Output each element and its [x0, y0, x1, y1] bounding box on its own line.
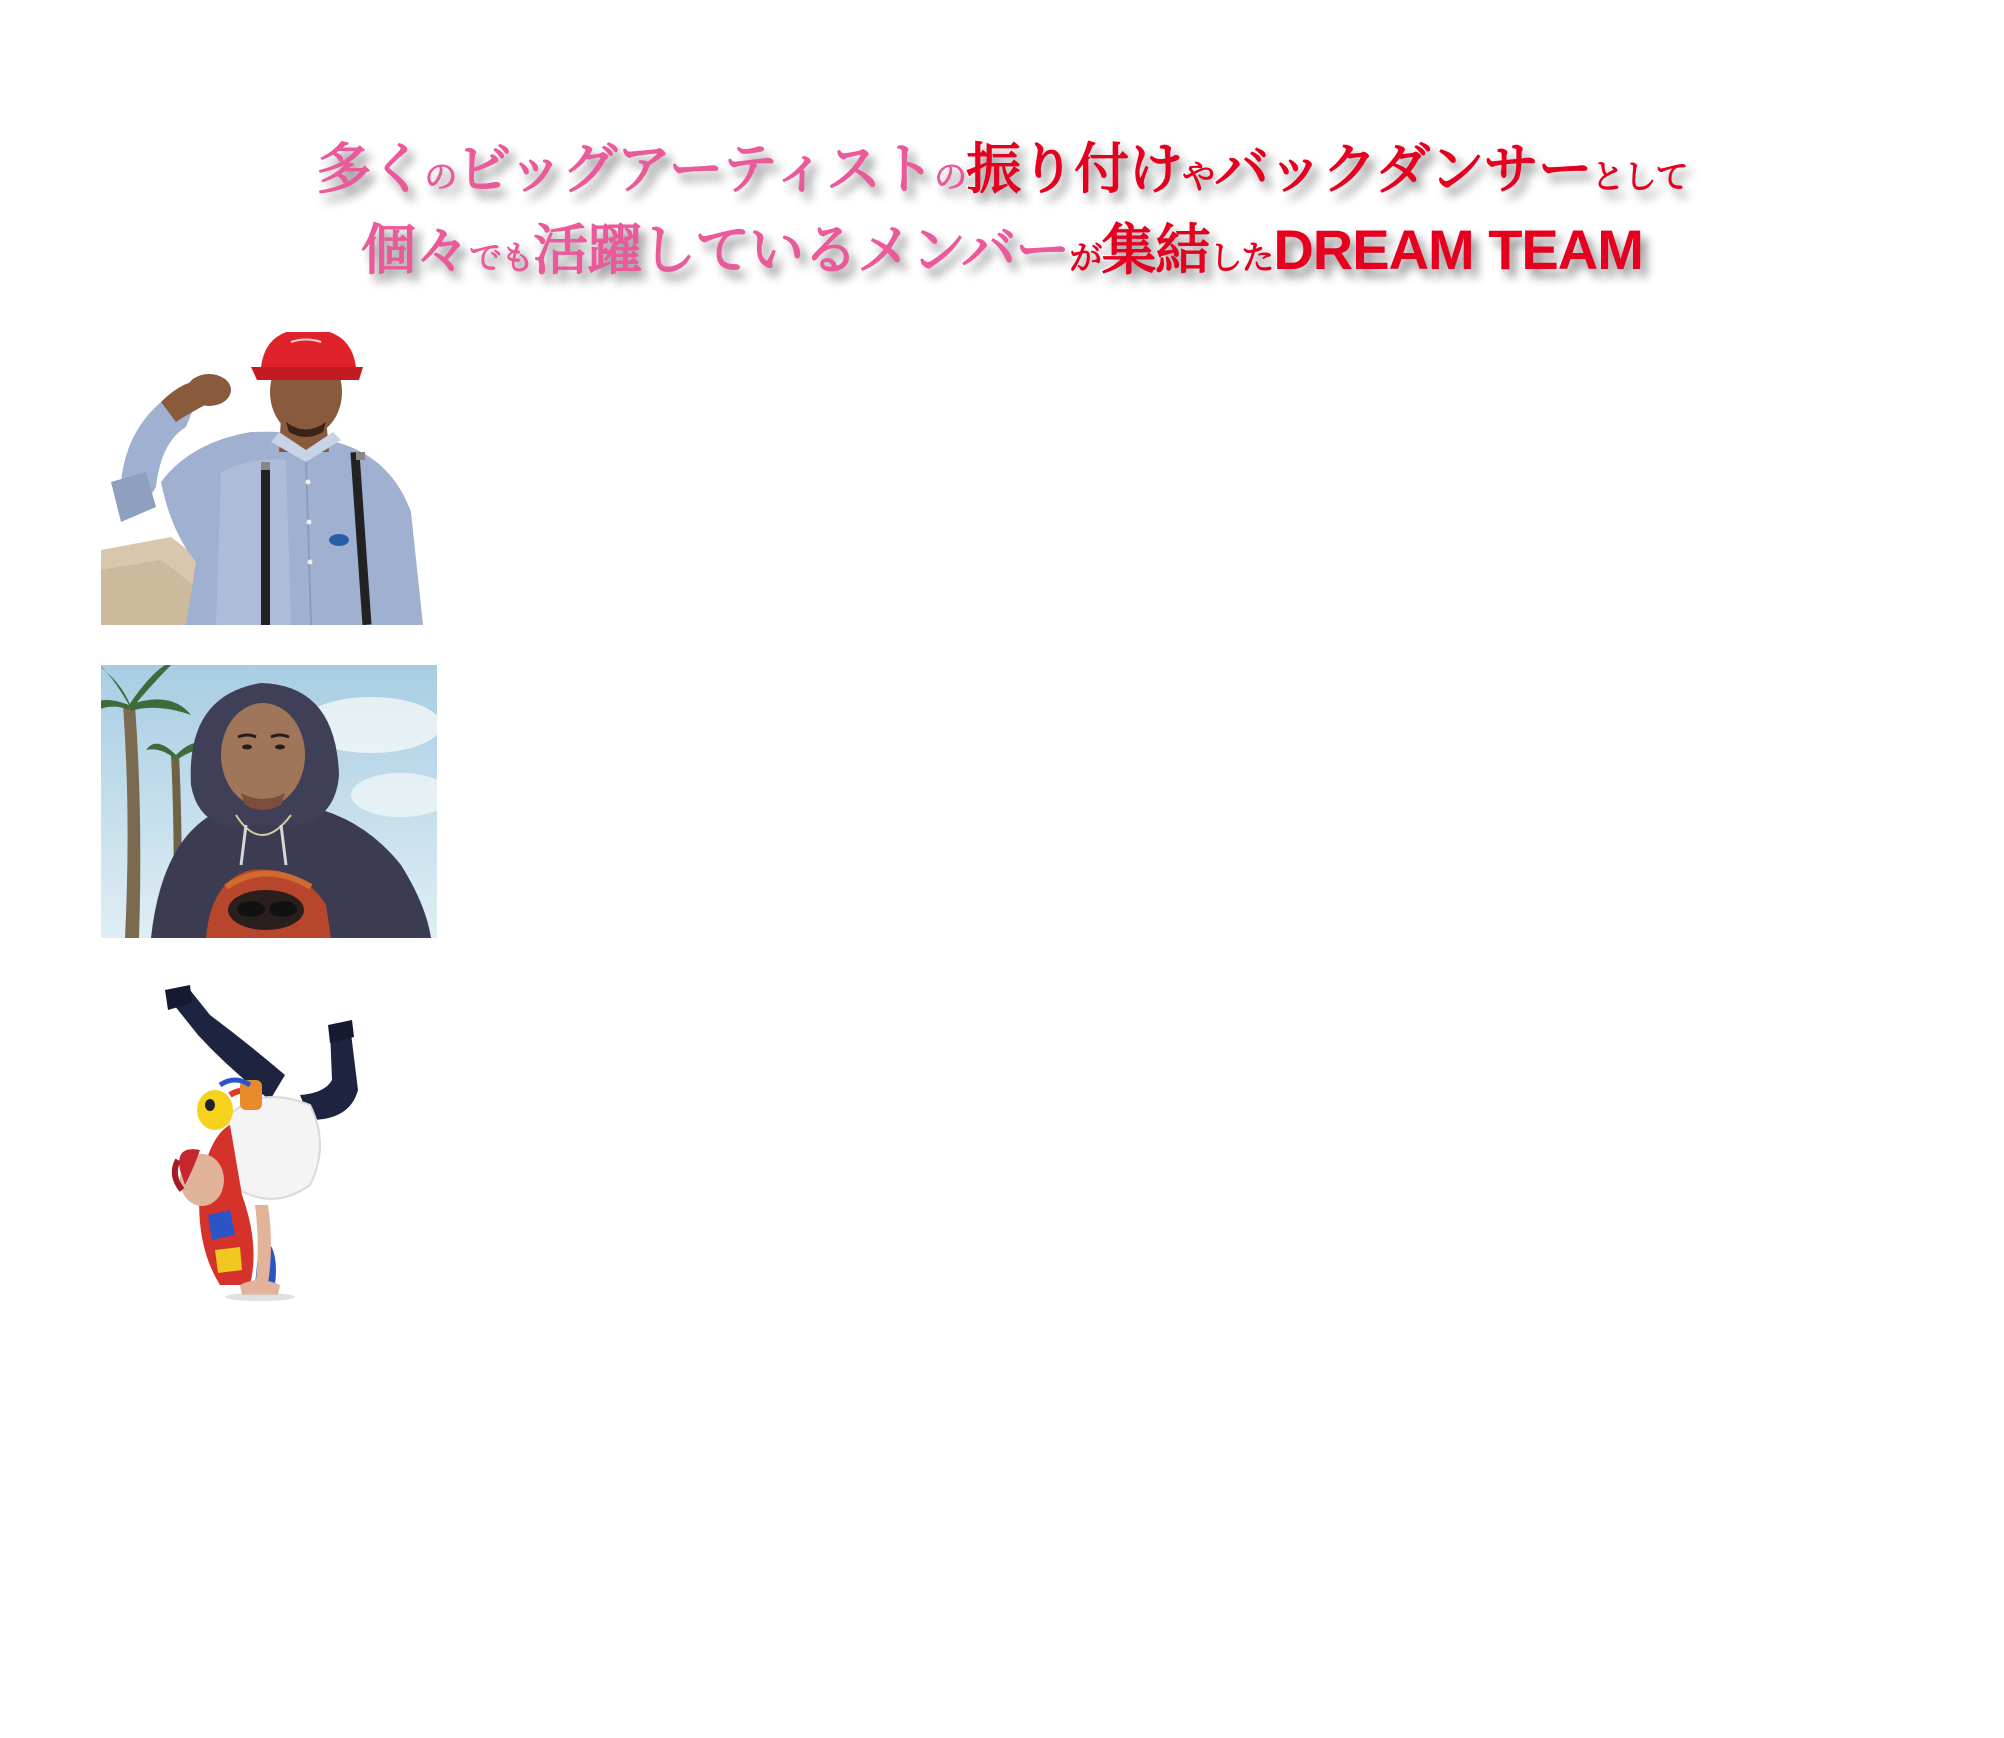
headline-segment: が — [1069, 238, 1102, 277]
headline-segment: した — [1209, 238, 1274, 277]
headline-segment: しているメンバー — [641, 218, 1070, 282]
headline-line-1 — [0, 137, 2004, 201]
headline-segment: 活躍 — [533, 218, 642, 282]
headline-segment: 振り付け — [966, 137, 1183, 201]
headline-segment: の — [424, 157, 457, 196]
headline-segment: 多く — [316, 137, 425, 201]
headline-segment: ビッグアーティスト — [456, 137, 935, 201]
headline-segment: として — [1591, 157, 1688, 196]
headline-segment: や — [1182, 157, 1215, 196]
headline-line-2 — [0, 218, 2004, 282]
headline-segment: の — [934, 157, 967, 196]
member-photo-hoodie — [101, 665, 437, 938]
headline-segment: DREAM TEAM — [1273, 218, 1643, 281]
member-photo-breakdancer — [160, 985, 370, 1305]
headline-segment: 個々 — [361, 218, 470, 282]
headline-segment: バックダンサー — [1214, 137, 1592, 201]
member-photo-red-cap — [101, 332, 423, 625]
headline-segment: でも — [469, 238, 534, 277]
headline-segment: 集結 — [1101, 218, 1210, 282]
